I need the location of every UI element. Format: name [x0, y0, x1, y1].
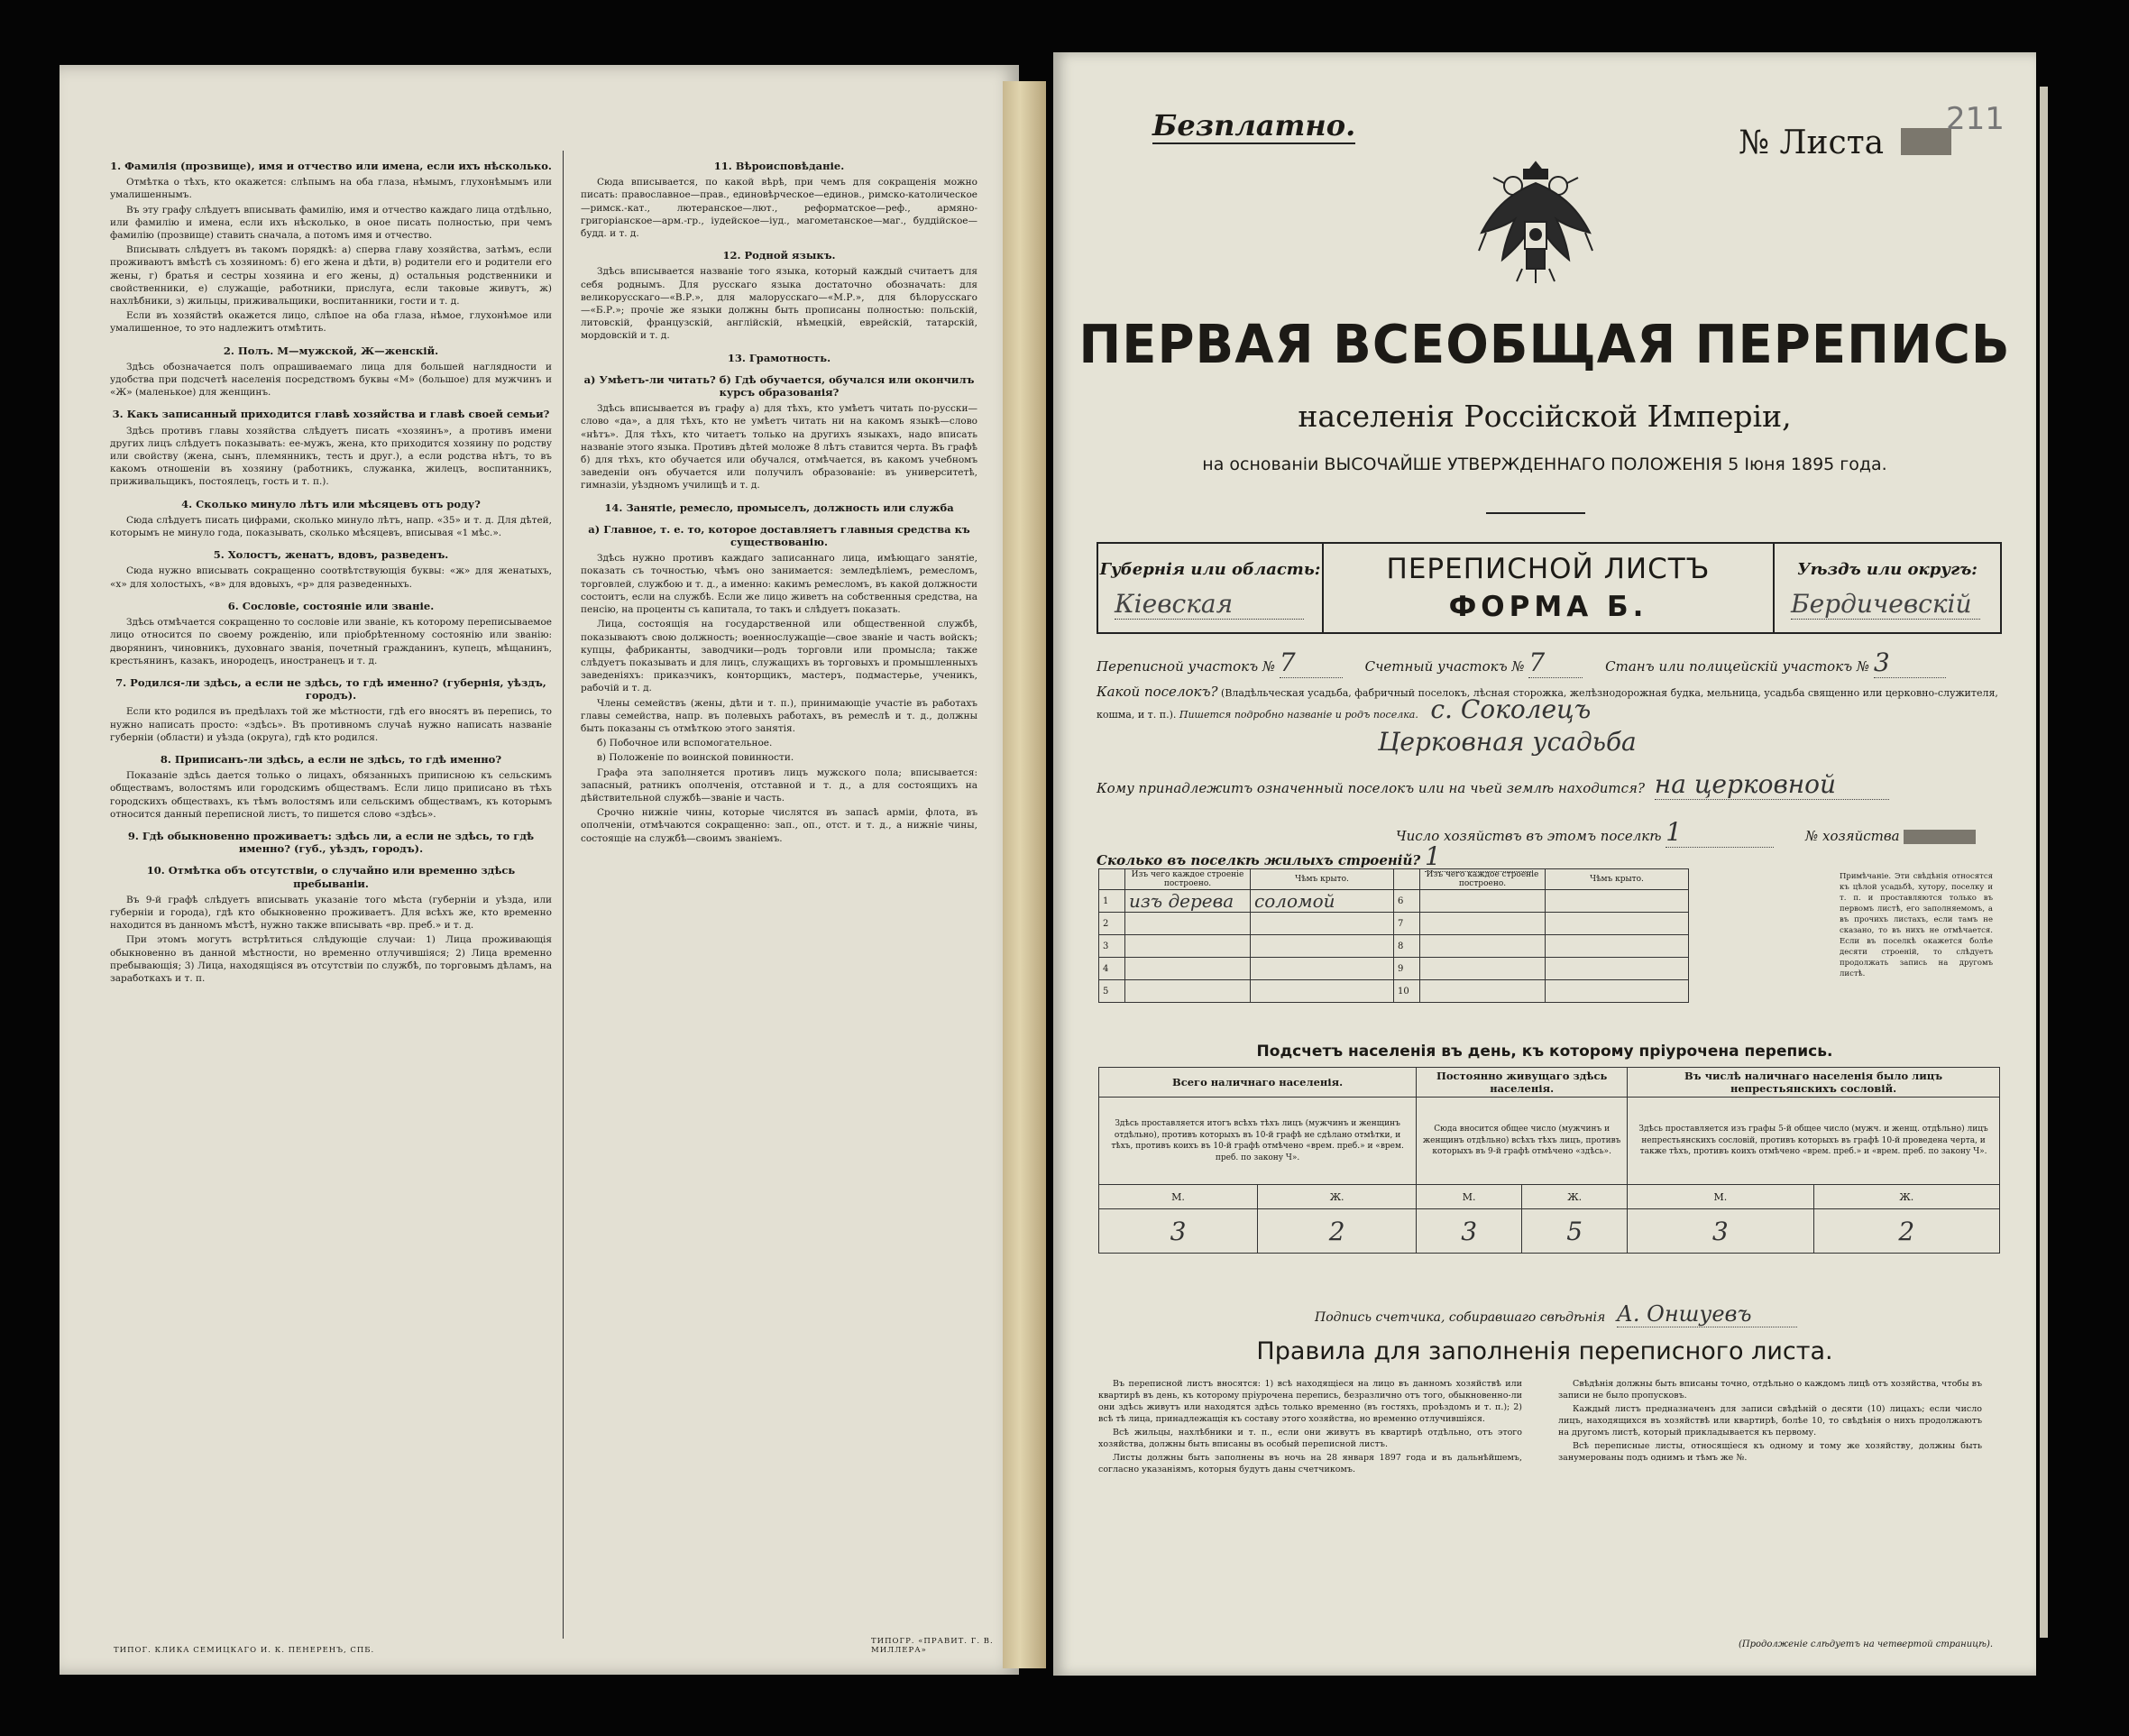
book-gutter [1003, 81, 1046, 1668]
count-f-label: Ж. [1813, 1185, 1999, 1209]
buildings-row [1099, 890, 1689, 913]
census-district-label: Переписной участокъ № [1097, 658, 1276, 675]
count-desc-permanent: Сюда вносится общее число (мужчинъ и женщинъ отдѣльно) всѣхъ тѣхъ лицъ, противъ которыхъ въ 9-й графѣ отмѣчено «здѣсь». [1417, 1098, 1628, 1185]
population-count-table [1098, 1067, 2000, 1254]
instruction-paragraph: Въ 9-й графѣ слѣдуетъ вписывать указаніе того мѣста (губерніи и уѣзда, или губерніи и города), гдѣ кто обыкновенно проживаетъ. Для всѣхъ же, кто временно находится въ данномъ мѣстѣ, нужно также вписывать «вр. преб.» и т. д. [110, 894, 552, 932]
building-number-cell: 5 [1099, 980, 1125, 1003]
form-type-cell [1322, 544, 1775, 623]
signature-label: Подпись счетчика, собиравшаго свѣдѣнія [1315, 1310, 1606, 1325]
building-material-cell [1420, 935, 1546, 958]
instruction-paragraph: Въ эту графу слѣдуетъ вписывать фамилію, имя и отчество каждаго лица отдѣльно, или фамилію и имена, если ихъ нѣсколько, в оное писать полностью, при чемъ фамилію (прозвище) ставить сначала, а потомъ имя и отчество. [110, 204, 552, 242]
building-material-cell [1420, 958, 1546, 980]
instruction-paragraph: Если въ хозяйствѣ окажется лицо, слѣпое на оба глаза, нѣмое, глухонѣмое или умалишенное, то это надлежитъ отмѣтить. [110, 310, 552, 335]
building-material-cell [1420, 980, 1546, 1003]
buildings-value: 1 [1425, 841, 1533, 872]
nonpeasant-male-value: 3 [1628, 1209, 1813, 1254]
instruction-heading: 6. Сословіе, состояніе или званіе. [227, 599, 435, 612]
instruction-heading: 10. Отмѣтка объ отсутствіи, о случайно или временно здѣсь пребываніи. [146, 864, 516, 890]
buildings-num-header [1099, 869, 1125, 890]
total-female-value: 2 [1258, 1209, 1417, 1254]
owner-line [1097, 769, 1889, 800]
count-desc-nonpeasant: Здѣсь проставляется изъ графы 5-й общее число (мужч. и женщ. отдѣльно) лицъ непрестьянскихъ сословій, противъ которыхъ въ графѣ 10-й проведена черта, и также тѣхъ, противъ коихъ отмѣчено «врем. преб.» и «врем. преб. по закону Ч». [1628, 1098, 2000, 1185]
buildings-row [1099, 980, 1689, 1003]
rules-column-2 [1558, 1378, 1982, 1465]
building-material-cell [1420, 890, 1546, 913]
instruction-paragraph: Здѣсь вписывается въ графу а) для тѣхъ, кто умѣетъ читать по-русски—слово «да», а для тѣхъ, кто не умѣетъ читать ни на какомъ языкѣ—слово «нѣтъ». Для тѣхъ, кто читаетъ только на другихъ языкахъ, надо вписать названіе этого языка. Противъ дѣтей моложе 8 лѣтъ ставится черта. Въ графѣ б) для тѣхъ, кто обучается или обучался, отмѣчается, въ какомъ учебномъ заведеніи онъ обучается или получилъ образованіе: въ университетѣ, гимназіи, уѣздномъ училищѣ и т. д. [581, 403, 977, 491]
district-line [1097, 648, 1946, 678]
page-edge [2040, 87, 2048, 1638]
instruction-heading: 13. Грамотность. [727, 351, 831, 364]
buildings-table [1098, 868, 1689, 1003]
count-m-label: М. [1099, 1185, 1258, 1209]
settlement-value-1: с. Соколецъ [1430, 694, 1592, 724]
count-head-total: Всего наличнаго населенія. [1099, 1068, 1417, 1098]
buildings-line [1097, 841, 1533, 872]
count-head-nonpeasant: Въ числѣ наличнаго населенія было лицъ непрестьянскихъ сословій. [1628, 1068, 2000, 1098]
gubernia-cell [1098, 544, 1324, 632]
census-title: ПЕРВАЯ ВСЕОБЩАЯ ПЕРЕПИСЬ [1078, 314, 2011, 376]
instruction-heading: 1. Фамилія (прозвище), имя и отчество или имена, если ихъ нѣсколько. [110, 160, 552, 172]
settlement-block [1097, 684, 1998, 723]
building-roof-cell [1251, 935, 1394, 958]
instruction-heading: 7. Родился-ли здѣсь, а если не здѣсь, то гдѣ именно? (губернія, уѣздъ, городъ). [115, 675, 546, 703]
census-form-page [1053, 52, 2036, 1676]
settlement-hint-2: Пишется подробно названіе и родъ поселка. [1179, 709, 1418, 721]
building-material-cell [1125, 935, 1251, 958]
rule-paragraph: Всѣ переписные листы, относящіеся къ одному и тому же хозяйству, должны быть занумерованы подъ однимъ и тѣмъ же №. [1558, 1441, 1982, 1463]
instruction-paragraph: Если кто родился въ предѣлахъ той же мѣстности, гдѣ его вносятъ въ перепись, то нужно написать просто: «здѣсь». Въ противномъ случаѣ нужно написать названіе губерніи (области) и уѣзда (округа), гдѣ кто родился. [110, 706, 552, 743]
rules-column-1 [1098, 1378, 1522, 1477]
instruction-paragraph: в) Положеніе по воинской повинности. [597, 752, 794, 764]
instruction-paragraph: Отмѣтка о тѣхъ, кто окажется: слѣпымъ на оба глаза, нѣмымъ, глухонѣмымъ или умалишеннымъ. [110, 177, 552, 201]
instruction-heading: 5. Холостъ, женатъ, вдовъ, разведенъ. [213, 548, 449, 562]
settlement-label: Какой поселокъ? [1097, 684, 1218, 700]
building-number-cell: 1 [1099, 890, 1125, 913]
households-value: 1 [1666, 817, 1774, 848]
population-count-title: Подсчетъ населенія въ день, къ которому пріурочена перепись. [1256, 1043, 1833, 1061]
count-district-label: Счетный участокъ № [1364, 658, 1525, 675]
permanent-male-value: 3 [1417, 1209, 1522, 1254]
building-number-cell: 3 [1099, 935, 1125, 958]
permanent-female-value: 5 [1522, 1209, 1628, 1254]
household-no-label: № хозяйства [1805, 828, 1900, 844]
count-desc-total: Здѣсь проставляется итогъ всѣхъ тѣхъ лицъ (мужчинъ и женщинъ отдѣльно), противъ которыхъ въ 10-й графѣ не сдѣлано отмѣтки, и тѣхъ, противъ коихъ въ 10-й графѣ отмѣчено «врем. преб.» и «врем. преб. по закону Ч». [1099, 1098, 1417, 1185]
instruction-paragraph: Члены семействъ (жены, дѣти и т. п.), принимающіе участіе въ работахъ главы семейства, напр. въ полевыхъ работахъ, въ ремеслѣ и т. д., должны быть показаны съ отмѣткою этого занятія. [581, 697, 977, 734]
printer-imprint-right: ТИПОГР. «ПРАВИТ. Г. В. МИЛЛЕРА» [871, 1637, 994, 1655]
building-material-cell: изъ дерева [1125, 890, 1251, 913]
instruction-paragraph: Графа эта заполняется противъ лицъ мужского пола; вписывается: запасный, ратникъ ополченія, отставной и т. д., а для состоящихъ на дѣйствительной службѣ—званіе и часть. [581, 767, 977, 804]
buildings-label: Сколько въ поселкѣ жилыхъ строеній? [1097, 852, 1421, 868]
census-district-value: 7 [1280, 648, 1343, 678]
rule-paragraph: Всѣ жильцы, нахлѣбники и т. п., если они живутъ въ квартирѣ отдѣльно, отъ этого хозяйства, должны быть вписаны въ особый переписной листъ. [1098, 1428, 1522, 1449]
instruction-paragraph: Сюда нужно вписывать сокращенно соотвѣтствующія буквы: «ж» для женатыхъ, «х» для холостыхъ, «в» для вдовыхъ, «р» для разведенныхъ. [110, 565, 552, 590]
building-roof-cell [1546, 980, 1689, 1003]
sheet-number-stamp [1901, 128, 1951, 155]
building-number-cell: 2 [1099, 913, 1125, 935]
building-roof-cell: соломой [1251, 890, 1394, 913]
instruction-paragraph: Здѣсь вписывается названіе того языка, который каждый считаетъ для себя роднымъ. Для русскаго языка достаточно обозначать: для великорусскаго—«В.Р.», для малорусскаго—«М.Р.», для бѣлорусскаго—«Б.Р.»; прочіе же языки должны быть прописаны полностью: польскій, литовскій, французскій, англійскій, нѣмецкій, еврейскій, татарскій, мордовскій и т. д. [581, 266, 977, 342]
count-f-label: Ж. [1258, 1185, 1417, 1209]
buildings-material-header: Изъ чего каждое строеніе построено. [1125, 869, 1251, 890]
left-page [60, 65, 1019, 1675]
sheet-number-label: № Листа [1739, 124, 1885, 161]
instruction-heading: 3. Какъ записанный приходится главѣ хозяйства и главѣ своей семьи? [112, 408, 550, 421]
instruction-paragraph: Здѣсь отмѣчается сокращенно то сословіе или званіе, къ которому переписываемое лицо относится по своему рожденію, или пріобрѣтенному состоянію или званію: дворянинъ, чиновникъ, духовнаго званія, почетный гражданинъ, купецъ, мѣщанинъ, крестьянинъ, казакъ, инородецъ, иностранецъ и т. д. [110, 617, 552, 666]
buildings-roof-header-2: Чѣмъ крыто. [1546, 869, 1689, 890]
rules-continued-note: (Продолженіе слѣдуетъ на четвертой страницѣ). [1739, 1640, 1994, 1649]
building-roof-cell [1546, 935, 1689, 958]
instruction-heading: а) Главное, т. е. то, которое доставляетъ главныя средства къ существованію. [588, 522, 970, 549]
count-f-label: Ж. [1522, 1185, 1628, 1209]
instruction-heading: 4. Сколько минуло лѣтъ или мѣсяцевъ отъ роду? [181, 497, 481, 510]
uezd-label: Уѣздъ или округъ: [1797, 560, 1978, 579]
gubernia-value: Кіевская [1115, 589, 1304, 620]
instruction-heading: 8. Приписанъ-ли здѣсь, а если не здѣсь, то гдѣ именно? [160, 752, 502, 766]
rule-paragraph: Свѣдѣнія должны быть вписаны точно, отдѣльно о каждомъ лицѣ отъ хозяйства, чтобы въ записи не было пропусковъ. [1558, 1379, 1982, 1401]
instruction-heading: 14. Занятіе, ремесло, промыселъ, должность или служба [604, 501, 954, 514]
instructions-column-2 [581, 151, 977, 1634]
count-m-label: М. [1417, 1185, 1522, 1209]
instruction-heading: 2. Полъ. М—мужской, Ж—женскій. [223, 344, 439, 357]
building-number-cell: 10 [1394, 980, 1420, 1003]
instruction-paragraph: Лица, состоящія на государственной или общественной службѣ, показываютъ свою должность; военнослужащіе—свое званіе и часть войскъ; купцы, фабриканты, заводчики—родъ торговли или промысла; также слѣдуетъ показывать и для лицъ, служащихъ въ торговыхъ и промышленныхъ заведеніяхъ: приказчикъ, конторщикъ, мастеръ, подмастерье, ученикъ, рабочій и т. д. [581, 619, 977, 694]
settlement-value-2: Церковная усадьба [1378, 727, 1637, 757]
building-roof-cell [1546, 913, 1689, 935]
instruction-heading: 9. Гдѣ обыкновенно проживаетъ: здѣсь ли, а если не здѣсь, то гдѣ именно? (губ., уѣздъ, городъ). [127, 829, 535, 856]
instruction-paragraph: Вписывать слѣдуетъ въ такомъ порядкѣ: а) сперва главу хозяйства, затѣмъ, если проживаютъ вмѣстѣ съ хозяиномъ: б) его жена и дѣти, в) родители его и родители его жены, г) братья и сестры хозяина и его жены, д) остальныя родственники и свойственники, е) служащіе, работники, прислуга, если таковые живутъ, ж) нахлѣбники, з) жильцы, приживальщики, воспитанники, гости и т. д. [110, 244, 552, 308]
buildings-note: Примѣчаніе. Эти свѣдѣнія относятся къ цѣлой усадьбѣ, хутору, поселку и т. п. и проставляются только въ первомъ листѣ, его заполняемомъ, а въ прочихъ листахъ, если тамъ не сказано, то въ нихъ не отмѣчается. Если въ поселкѣ окажется болѣе десяти строеній, то слѣдуетъ продолжать запись на другомъ листѣ. [1840, 872, 1993, 978]
sheet-number-handwritten: 211 [1946, 101, 2005, 137]
rule-paragraph: Каждый листъ предназначенъ для записи свѣдѣній о десяти (10) лицахъ; если число лицъ, находящихся въ хозяйствѣ или квартирѣ, болѣе 10, то свѣдѣнія о нихъ продолжаютъ на другомъ листѣ, который прикладывается къ первому. [1558, 1404, 1982, 1437]
printer-imprint-left: ТИПОГ. КЛИКА СЕМИЦКАГО И. К. ПЕНЕРЕНЪ, СПБ. [114, 1646, 375, 1655]
count-head-permanent: Постоянно живущаго здѣсь населенія. [1417, 1068, 1628, 1098]
building-material-cell [1420, 913, 1546, 935]
instruction-paragraph: Здѣсь противъ главы хозяйства слѣдуетъ писать «хозяинъ», а противъ имени других лицъ слѣдуетъ показывать: ее-мужъ, жена, кто приходится хозяину по родству или свойству (жена, сынъ, племянникъ, тесть и друг.), а если родства нѣтъ, то въ какомъ отношеніи въ хозяину (работникъ, служанка, жилецъ, воспитанникъ, приживальщикъ, постоялецъ, гость и т. п.). [110, 425, 552, 488]
owner-value: на церковной [1655, 769, 1889, 800]
title-divider [1486, 512, 1585, 514]
instruction-paragraph: б) Побочное или вспомогательное. [597, 738, 773, 749]
free-of-charge-label: Безплатно. [1152, 108, 1356, 142]
building-material-cell [1125, 913, 1251, 935]
rules-title: Правила для заполненія переписного листа. [1256, 1337, 1833, 1365]
households-label: Число хозяйствъ въ этомъ поселкѣ [1396, 828, 1662, 844]
buildings-row [1099, 958, 1689, 980]
stan-value: 3 [1874, 648, 1946, 678]
settlement-hint: (Владѣльческая усадьба, фабричный поселокъ, лѣсная сторожка, желѣзнодорожная будка, мельница, усадьба священно или церковно-служителя, кошма, и т. п.). [1097, 687, 1998, 721]
form-variant: ФОРМА Б. [1448, 591, 1648, 623]
building-material-cell [1125, 958, 1251, 980]
rule-paragraph: Въ переписной листъ вносятся: 1) всѣ находящіеся на лицо въ данномъ хозяйствѣ или квартирѣ въ день, къ которому пріурочена перепись, безразлично отъ того, обыкновенно-ли они здѣсь живутъ или находятся здѣсь только временно (въ гостяхъ, проѣздомъ и т. п.); 2) всѣ тѣ лица, принадлежащія къ составу этого хозяйства, но временно отлучившіяся. [1098, 1379, 1522, 1424]
signature-value: А. Оншуевъ [1617, 1301, 1797, 1327]
column-divider [563, 151, 564, 1639]
double-headed-eagle-emblem-icon [1459, 142, 1612, 296]
buildings-row [1099, 935, 1689, 958]
gubernia-label: Губернія или область: [1099, 560, 1321, 579]
rule-paragraph: Листы должны быть заполнены въ ночь на 28 января 1897 года и въ дальнѣйшемъ, согласно указаніямъ, которыя будутъ даны счетчикомъ. [1098, 1453, 1522, 1474]
buildings-roof-header: Чѣмъ крыто. [1251, 869, 1394, 890]
nonpeasant-female-value: 2 [1813, 1209, 1999, 1254]
legal-basis-line: на основаніи ВЫСОЧАЙШЕ УТВЕРЖДЕННАГО ПОЛОЖЕНІЯ 5 Іюня 1895 года. [1202, 455, 1887, 474]
instructions-column-1 [110, 151, 552, 1634]
count-m-label: М. [1628, 1185, 1813, 1209]
instruction-paragraph: Срочно нижніе чины, которые числятся въ запасѣ арміи, флота, въ ополченіи, отмѣчаются сокращенно: зап., оп., отст. и т. д., а нижніе чины, состоящіе на службѣ—своимъ званіемъ. [581, 807, 977, 844]
building-number-cell: 7 [1394, 913, 1420, 935]
census-subtitle: населенія Россійской Имперіи, [1298, 399, 1792, 434]
enumerator-signature-line [1315, 1301, 1797, 1327]
building-material-cell [1125, 980, 1251, 1003]
form-header-box [1097, 542, 2002, 634]
building-number-cell: 6 [1394, 890, 1420, 913]
instruction-paragraph: Сюда слѣдуетъ писать цифрами, сколько минуло лѣтъ, напр. «35» и т. д. Для дѣтей, которымъ не минуло года, показывать, сколько мѣсяцевъ, вписывая «1 мѣс.». [110, 514, 552, 539]
instruction-paragraph: При этомъ могутъ встрѣтиться слѣдующіе случаи: 1) Лица проживающія обыкновенно въ данной мѣстности, но временно отлучившіяся; 2) Лица временно пребывающія; 3) Лица, находящіяся въ отсутствіи по службѣ, по торговымъ дѣламъ, на заработкахъ и т. п. [110, 934, 552, 984]
building-roof-cell [1251, 958, 1394, 980]
form-name: ПЕРЕПИСНОЙ ЛИСТЪ [1386, 553, 1711, 585]
household-no-stamp [1904, 830, 1976, 844]
buildings-material-header-2: Изъ чего каждое строеніе построено. [1420, 869, 1546, 890]
instruction-paragraph: Здѣсь обозначается полъ опрашиваемаго лица для большей наглядности и удобства при подсчетѣ населенія посредствомъ буквы «М» (большое) для мужчинъ и «Ж» (маленькое) для женщинъ. [110, 361, 552, 399]
count-district-value: 7 [1528, 648, 1583, 678]
buildings-row [1099, 913, 1689, 935]
instruction-paragraph: Сюда вписывается, по какой вѣрѣ, при чемъ для сокращенія можно писать: православное—прав., единовѣрческое—единов., римско-католическое—римск.-кат., лютеранское—лют., реформатское—реф., армяно-григоріанское—арм.-гр., іудейское—іуд., магометанское—маг., буддійское—будд. и т. д. [581, 177, 977, 240]
building-roof-cell [1546, 890, 1689, 913]
instruction-heading: 11. Вѣроисповѣданіе. [713, 160, 845, 172]
instruction-paragraph: Показаніе здѣсь дается только о лицахъ, обязанныхъ приписною къ сельскимъ обществамъ, волостямъ или городскимъ обществамъ. Если лицо приписано въ тѣхъ городскихъ обществахъ, къ тѣмъ волостямъ или сельскимъ обществамъ, къ которымъ относится данный переписной листъ, то пишется слово «здѣсь». [110, 770, 552, 820]
building-number-cell: 4 [1099, 958, 1125, 980]
building-roof-cell [1546, 958, 1689, 980]
uezd-value: Бердичевскій [1791, 589, 1980, 620]
uezd-cell [1773, 544, 2000, 632]
stan-label: Станъ или полицейскій участокъ № [1605, 658, 1870, 675]
building-number-cell: 9 [1394, 958, 1420, 980]
owner-label: Кому принадлежитъ означенный поселокъ или на чьей землѣ находится? [1097, 780, 1646, 796]
building-roof-cell [1251, 980, 1394, 1003]
instruction-paragraph: Здѣсь нужно противъ каждаго записаннаго лица, имѣющаго занятіе, показать съ точностью, чѣмъ оно занимается: земледѣліемъ, ремесломъ, торговлей, службою и т. д., а именно: какимъ ремесломъ, въ какой должности состоитъ, если на службѣ. Если же лицо живетъ на собственныя средства, на пенсію, на проценты съ капитала, то такъ и слѣдуетъ показать. [581, 553, 977, 616]
instruction-heading: а) Умѣетъ-ли читать? б) Гдѣ обучается, обучался или окончилъ курсъ образованія? [583, 372, 975, 400]
total-male-value: 3 [1099, 1209, 1258, 1254]
instruction-heading: 12. Родной языкъ. [722, 249, 836, 262]
building-roof-cell [1251, 913, 1394, 935]
buildings-num-header-2 [1394, 869, 1420, 890]
building-number-cell: 8 [1394, 935, 1420, 958]
